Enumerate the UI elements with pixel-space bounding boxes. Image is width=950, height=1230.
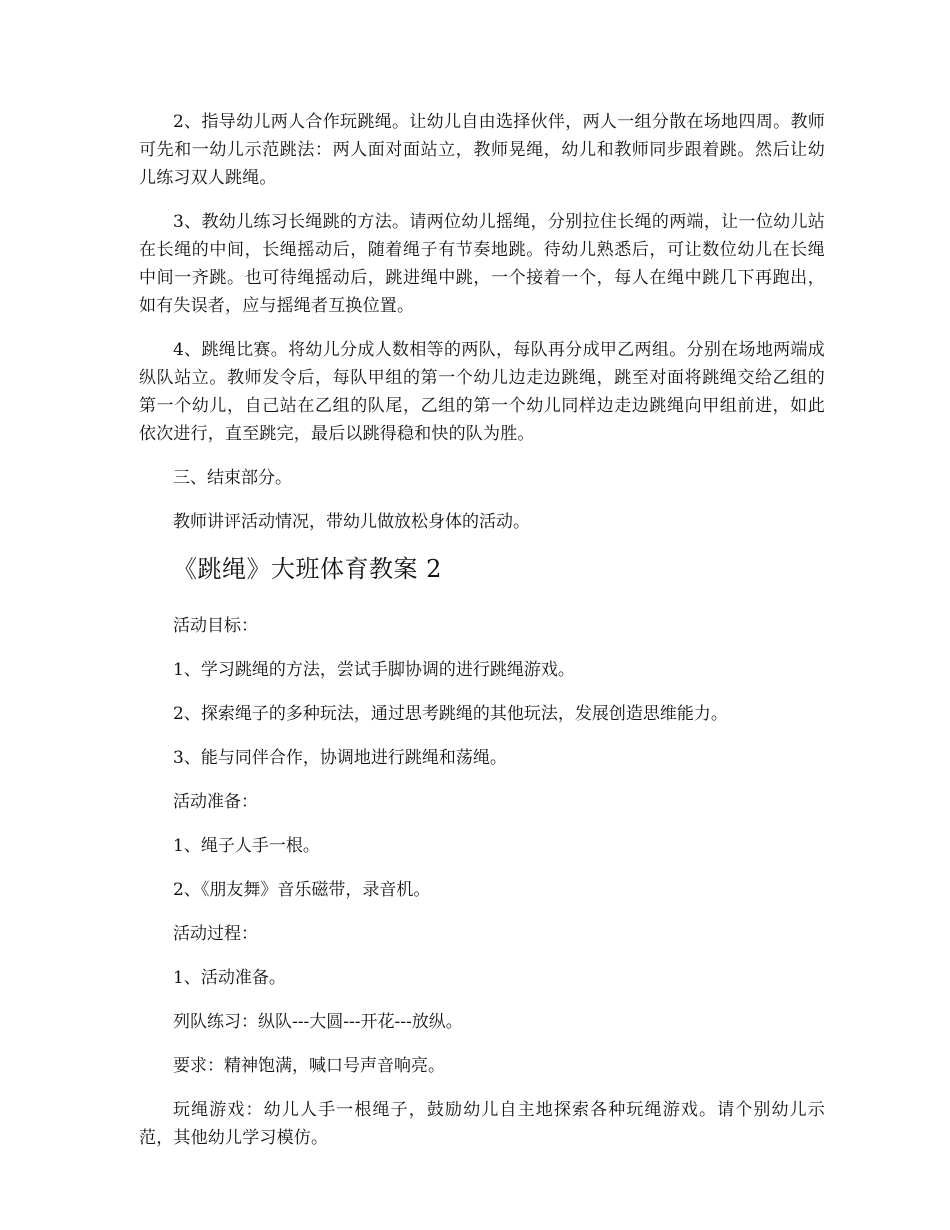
paragraph-step-4: 4、跳绳比赛。将幼儿分成人数相等的两队，每队再分成甲乙两组。分别在场地两端成纵队站立。教师发令后，每队甲组的第一个幼儿边走边跳绳，跳至对面将跳绳交给乙组的第一个幼儿，自己站在乙组的队尾，乙组的第一个幼儿同样边走边跳绳向甲组前进，如此依次进行，直至跳完，最后以跳得稳和快的队为胜。 — [139, 340, 825, 444]
prep-item-1: 1、绳子人手一根。 — [173, 836, 320, 856]
paragraph-step-3: 3、教幼儿练习长绳跳的方法。请两位幼儿摇绳，分别拉住长绳的两端，让一位幼儿站在长绳的中间，长绳摇动后，随着绳子有节奏地跳。待幼儿熟悉后，可让数位幼儿在长绳中间一齐跳。也可待绳摇动后，跳进绳中跳，一个接着一个，每人在绳中跳几下再跑出，如有失误者，应与摇绳者互换位置。 — [139, 212, 825, 316]
goal-item-2: 2、探索绳子的多种玩法，通过思考跳绳的其他玩法，发展创造思维能力。 — [173, 704, 728, 724]
paragraph-end-title: 三、结束部分。 — [173, 468, 292, 488]
process-requirement: 要求：精神饱满，喊口号声音响亮。 — [173, 1056, 445, 1076]
section-title: 《跳绳》大班体育教案 2 — [173, 555, 442, 583]
process-item-1: 1、活动准备。 — [173, 968, 286, 988]
paragraph-end-body: 教师讲评活动情况，带幼儿做放松身体的活动。 — [173, 512, 530, 532]
goals-label: 活动目标： — [173, 616, 258, 636]
process-drill: 列队练习：纵队---大圆---开花---放纵。 — [173, 1012, 463, 1032]
prep-label: 活动准备： — [173, 792, 258, 812]
process-label: 活动过程： — [173, 924, 258, 944]
paragraph-step-2: 2、指导幼儿两人合作玩跳绳。让幼儿自由选择伙伴，两人一组分散在场地四周。教师可先和一幼儿示范跳法：两人面对面站立，教师晃绳，幼儿和教师同步跟着跳。然后让幼儿练习双人跳绳。 — [139, 112, 825, 188]
process-rope-game: 玩绳游戏：幼儿人手一根绳子，鼓励幼儿自主地探索各种玩绳游戏。请个别幼儿示范，其他幼儿学习模仿。 — [139, 1100, 825, 1148]
prep-item-2: 2、《朋友舞》音乐磁带，录音机。 — [173, 880, 431, 900]
goal-item-3: 3、能与同伴合作，协调地进行跳绳和荡绳。 — [173, 748, 507, 768]
goal-item-1: 1、学习跳绳的方法，尝试手脚协调的进行跳绳游戏。 — [173, 660, 575, 680]
